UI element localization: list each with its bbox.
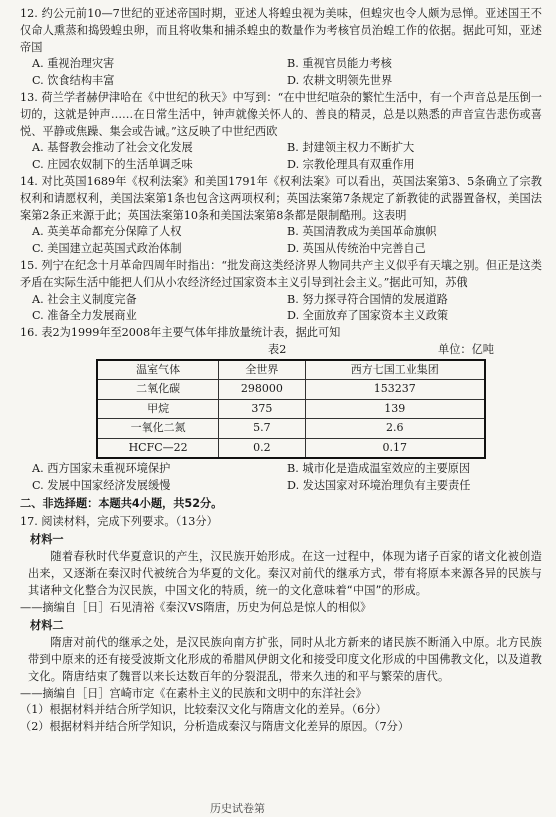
material-2-text: 隋唐对前代的继承之处，是汉民族向南方扩张，同时从北方新来的诸民族不断涌入中原。北方民族带到中原来的还有接受波斯文化形成的希腊风伊朗文化和接受印度文化形成的中国佛教文化，以及道教文化。隋唐结束了魏晋以来长达数百年的分裂混乱，带来久违的和平与繁荣的唐代。 (20, 635, 542, 685)
option-c: C. 庄园农奴制下的生活单调乏味 (32, 157, 287, 174)
table-cell: 二氧化碳 (97, 380, 219, 400)
question-12 (20, 6, 542, 90)
options (20, 224, 542, 258)
requirement-2: （2）根据材料并结合所学知识，分析造成秦汉与隋唐文化差异的原因。（7分） (20, 719, 542, 736)
question-15 (20, 258, 542, 325)
table-cell: 375 (219, 399, 305, 419)
section-heading: 二、非选择题：本题共4小题，共52分。 (20, 496, 542, 513)
table-cell: 298000 (219, 380, 305, 400)
table-row (97, 399, 485, 419)
table-row (97, 438, 485, 458)
option-d: D. 宗教伦理具有双重作用 (287, 157, 542, 174)
option-d: D. 农耕文明领先世界 (287, 73, 542, 90)
question-stem: 12. 约公元前10—7世纪的亚述帝国时期，亚述人将蝗虫视为美味，但蝗灾也令人颇为忌惮。亚述国王不仅命人熏蒸和捣毁蝗虫卵，而且将收集和捕杀蝗虫的数量作为考核官员治蝗工作的依据。据此可知，亚述帝国 (20, 6, 542, 56)
table-cell: 一氧化二氮 (97, 419, 219, 439)
question-stem: 16. 表2为1999年至2008年主要气体年排放量统计表，据此可知 (20, 325, 542, 342)
question-14 (20, 174, 542, 258)
option-b: B. 城市化是造成温室效应的主要原因 (287, 461, 542, 478)
option-b: B. 封建领主权力不断扩大 (287, 140, 542, 157)
options (20, 56, 542, 90)
option-a: A. 西方国家未重视环境保护 (32, 461, 287, 478)
table-caption (20, 342, 542, 359)
requirement-1: （1）根据材料并结合所学知识，比较秦汉文化与隋唐文化的差异。（6分） (20, 702, 542, 719)
question-17 (20, 514, 542, 736)
option-d: D. 全面放弃了国家资本主义政策 (287, 308, 542, 325)
option-d: D. 发达国家对环境治理负有主要责任 (287, 478, 542, 495)
emissions-table (96, 359, 486, 460)
option-d: D. 英国从传统治中完善自己 (287, 241, 542, 258)
page-footer: 历史试卷第 (210, 801, 265, 817)
option-a: A. 社会主义制度完备 (32, 292, 287, 309)
column-header: 西方七国工业集团 (305, 360, 485, 380)
table-cell: 2.6 (305, 419, 485, 439)
option-c: C. 准备全力发展商业 (32, 308, 287, 325)
options (20, 140, 542, 174)
option-b: B. 英国清教成为美国革命旗帜 (287, 224, 542, 241)
column-header: 全世界 (219, 360, 305, 380)
table-cell: 153237 (305, 380, 485, 400)
table-cell: 0.17 (305, 438, 485, 458)
option-c: C. 美国建立起英国式政治体制 (32, 241, 287, 258)
question-stem: 13. 荷兰学者赫伊津哈在《中世纪的秋天》中写到：“在中世纪喧杂的繁忙生活中，有一个声音总是压倒一切的，这就是钟声……在日常生活中，钟声就像关怀人的、善良的精灵，总是以熟悉的声音宣告悲伤或喜悦、平静或焦躁、集会或告诫。”这反映了中世纪西欧 (20, 90, 542, 140)
option-a: A. 重视治理灾害 (32, 56, 287, 73)
table-cell: 139 (305, 399, 485, 419)
table-cell: 甲烷 (97, 399, 219, 419)
options (20, 292, 542, 326)
question-stem: 14. 对比英国1689年《权利法案》和美国1791年《权利法案》可以看出，英国法案第3、5条确立了宗教权利和请愿权利，美国法案第1条也包含这两项权利；英国法案第7条规定了新教徒的武器置备权，美国法案第2条正来源于此；英国法案第10条和美国法案第8条都是限制酷刑。这表明 (20, 174, 542, 224)
material-1-title: 材料一 (30, 532, 542, 549)
material-1-text: 随着春秋时代华夏意识的产生，汉民族开始形成。在这一过程中，体现为诸子百家的诸文化被创造出来，又逐渐在秦汉时代被统合为华夏的文化。秦汉对前代的继承方式，带有将原本来源各异的民族与其诸种文化整合为汉民族，中国文化的特质，统一的文化意味着“中国”的形成。 (20, 549, 542, 599)
table-row (97, 380, 485, 400)
table-unit: 单位：亿吨 (438, 342, 494, 359)
material-2-source: ——摘编自［日］宫崎市定《在素朴主义的民族和文明中的东洋社会》 (20, 686, 542, 703)
material-1-source: ——摘编自［日］石见清裕《秦汉VS隋唐，历史为何总是惊人的相似》 (20, 600, 542, 617)
table-cell: 0.2 (219, 438, 305, 458)
table-title: 表2 (268, 342, 286, 359)
options (20, 461, 542, 495)
question-stem: 17. 阅读材料，完成下列要求。（13分） (20, 514, 542, 531)
table-cell: HCFC—22 (97, 438, 219, 458)
question-13 (20, 90, 542, 174)
table-row (97, 419, 485, 439)
question-stem: 15. 列宁在纪念十月革命四周年时指出：“批发商这类经济界人物同共产主义似乎有天壤之别。但正是这类矛盾在实际生活中能把人们从小农经济经过国家资本主义引导到社会主义。”据此可知，苏俄 (20, 258, 542, 292)
column-header: 温室气体 (97, 360, 219, 380)
table-header-row (97, 360, 485, 380)
question-16 (20, 325, 542, 495)
table-cell: 5.7 (219, 419, 305, 439)
option-a: A. 基督教会推动了社会文化发展 (32, 140, 287, 157)
option-c: C. 饮食结构丰富 (32, 73, 287, 90)
option-c: C. 发展中国家经济发展缓慢 (32, 478, 287, 495)
material-2-title: 材料二 (30, 618, 542, 635)
option-b: B. 重视官员能力考核 (287, 56, 542, 73)
option-a: A. 英美革命都充分保障了人权 (32, 224, 287, 241)
option-b: B. 努力探寻符合国情的发展道路 (287, 292, 542, 309)
